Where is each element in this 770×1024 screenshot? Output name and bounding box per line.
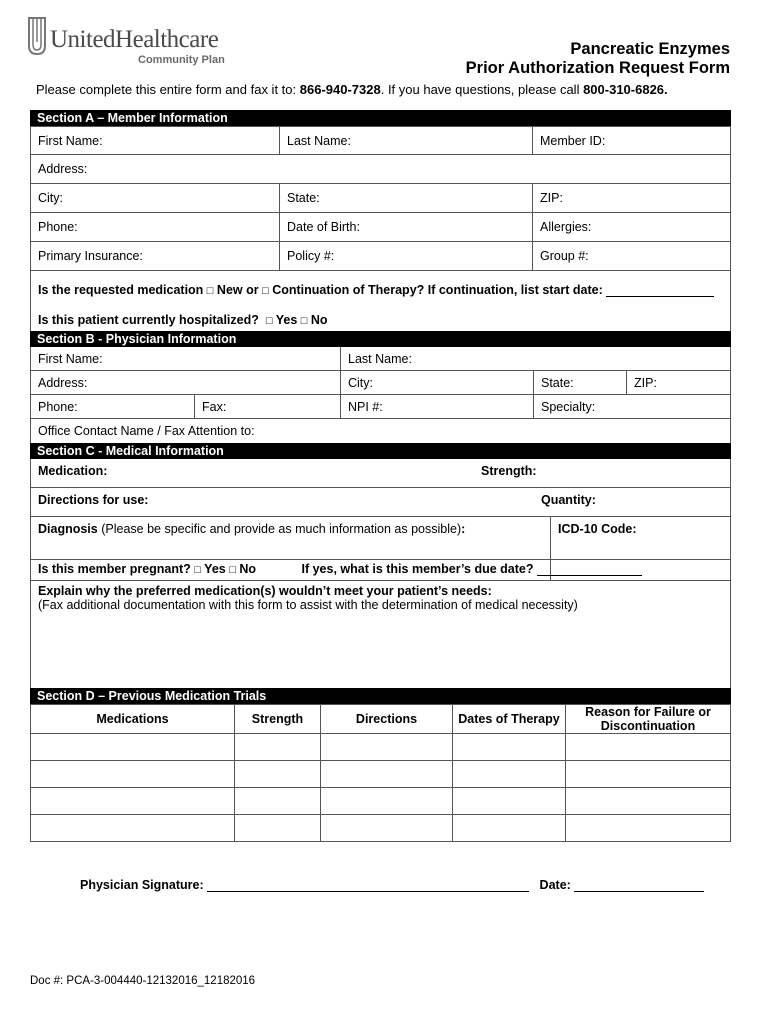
member-state-field[interactable]: [280, 184, 533, 212]
yes-label: Yes: [200, 562, 230, 576]
label: Policy #:: [287, 249, 335, 263]
physician-specialty-field[interactable]: [534, 395, 730, 418]
directions-field[interactable]: [31, 488, 534, 516]
physician-city-field[interactable]: [341, 371, 534, 394]
diagnosis-hint: (Please be specific and provide as much information as possible): [97, 522, 462, 536]
fax-number: 866-940-7328: [299, 82, 381, 97]
brand-name: UnitedHealthcare: [50, 26, 219, 53]
col-strength: Strength: [235, 705, 321, 734]
physician-phone-field[interactable]: [31, 395, 195, 418]
table-cell[interactable]: [321, 788, 453, 815]
table-cell[interactable]: [31, 815, 235, 842]
pregnancy-question: [31, 560, 551, 580]
member-last-name-field[interactable]: [280, 127, 533, 154]
pregnancy-row: [30, 560, 731, 580]
member-zip-field[interactable]: [533, 184, 730, 212]
label: ZIP:: [634, 375, 657, 390]
table-cell[interactable]: [235, 761, 321, 788]
table-cell[interactable]: [235, 734, 321, 761]
brand-subtitle: Community Plan: [138, 54, 225, 66]
yes-label: Yes: [272, 313, 301, 327]
physician-state-field[interactable]: [534, 371, 627, 394]
label: Last Name:: [287, 133, 351, 148]
label: Office Contact Name / Fax Attention to:: [38, 424, 255, 438]
col-directions: Directions: [321, 705, 453, 734]
medication-status-question: [30, 271, 731, 301]
label: Member ID:: [540, 133, 606, 148]
physician-phone-row: [30, 395, 731, 419]
physician-address-field[interactable]: [31, 371, 341, 394]
label: Quantity:: [541, 493, 596, 507]
phone-number: 800-310-6826: [583, 82, 665, 97]
label: First Name:: [38, 351, 103, 366]
intro-part-3: .: [664, 82, 668, 97]
table-cell[interactable]: [453, 734, 566, 761]
signature-date-field[interactable]: [574, 891, 704, 892]
table-cell[interactable]: [321, 761, 453, 788]
document-number: Doc #: PCA-3-004440-12132016_12182016: [30, 975, 256, 987]
physician-first-name-field[interactable]: [31, 347, 341, 370]
colon: :: [461, 522, 466, 536]
table-cell[interactable]: [31, 734, 235, 761]
physician-name-row: [30, 347, 731, 371]
member-id-field[interactable]: [533, 127, 730, 154]
unitedhealthcare-logo: [26, 16, 226, 72]
new-label: New or: [213, 283, 263, 297]
label: Diagnosis: [38, 522, 98, 536]
table-header-row: [31, 705, 731, 734]
question-text: Is this member pregnant?: [38, 562, 195, 576]
member-first-name-field[interactable]: [31, 127, 280, 154]
continuation-checkbox[interactable]: □: [262, 285, 269, 297]
explanation-note: (Fax additional documentation with this form to assist with the determination of medical necessity): [38, 598, 578, 612]
label: Directions for use:: [38, 493, 149, 507]
no-label: No: [307, 313, 328, 327]
label: Phone:: [38, 399, 78, 414]
table-cell[interactable]: [566, 761, 731, 788]
member-dob-field[interactable]: [280, 213, 533, 241]
explanation-label: Explain why the preferred medication(s) wouldn’t meet your patient’s needs:: [38, 584, 492, 598]
member-city-row: [30, 184, 731, 213]
label: ZIP:: [540, 191, 563, 205]
member-city-field[interactable]: [31, 184, 280, 212]
table-cell[interactable]: [235, 815, 321, 842]
quantity-field[interactable]: [534, 488, 730, 516]
office-contact-field[interactable]: [31, 419, 730, 443]
member-phone-field[interactable]: [31, 213, 280, 241]
table-row: [31, 815, 731, 842]
pregnant-no-checkbox[interactable]: □: [229, 564, 236, 576]
label: Medication:: [38, 464, 108, 478]
explanation-field[interactable]: [30, 580, 731, 688]
table-cell[interactable]: [31, 761, 235, 788]
section-a-heading: Section A – Member Information: [30, 110, 731, 126]
hospitalized-no-checkbox[interactable]: □: [300, 315, 308, 327]
label: Specialty:: [541, 399, 596, 414]
medication-field[interactable]: [31, 459, 474, 487]
col-dates-of-therapy: Dates of Therapy: [453, 705, 566, 734]
title-line-1: Pancreatic Enzymes: [570, 40, 730, 58]
member-address-field[interactable]: [31, 155, 730, 183]
date-label: Date:: [539, 878, 575, 892]
icd-10-field[interactable]: [551, 517, 730, 559]
label: NPI #:: [348, 399, 383, 414]
section-b-heading: Section B - Physician Information: [30, 331, 731, 347]
form-title: [466, 40, 730, 78]
physician-zip-field[interactable]: [627, 371, 730, 394]
medication-trials-table: [30, 704, 731, 842]
policy-number-field[interactable]: [280, 242, 533, 270]
section-d-heading: Section D – Previous Medication Trials: [30, 688, 731, 704]
diagnosis-field[interactable]: [31, 517, 551, 559]
medication-row: [30, 459, 731, 488]
col-medications: Medications: [31, 705, 235, 734]
label: Primary Insurance:: [38, 249, 143, 263]
table-cell[interactable]: [31, 788, 235, 815]
label: State:: [541, 375, 574, 390]
label: City:: [348, 375, 373, 390]
directions-row: [30, 488, 731, 517]
label: Address:: [38, 375, 88, 390]
member-insurance-row: [30, 242, 731, 271]
uhc-shield-icon: [26, 16, 48, 56]
new-checkbox[interactable]: □: [206, 285, 214, 297]
table-cell[interactable]: [235, 788, 321, 815]
question-text: Is this patient currently hospitalized?: [38, 313, 263, 327]
label: City:: [38, 191, 63, 205]
label: Last Name:: [348, 351, 412, 366]
label: Address:: [38, 162, 88, 176]
section-c-heading: Section C - Medical Information: [30, 443, 731, 459]
physician-npi-field[interactable]: [341, 395, 534, 418]
physician-address-row: [30, 371, 731, 395]
continuation-label: Continuation of Therapy? If continuation, list start date:: [268, 283, 607, 297]
primary-insurance-field[interactable]: [31, 242, 280, 270]
question-text: Is the requested medication: [38, 283, 207, 297]
signature-field[interactable]: [207, 891, 529, 892]
due-date-label: If yes, what is this member’s due date?: [301, 562, 537, 576]
signature-label: Physician Signature:: [80, 878, 208, 892]
table-row: [31, 788, 731, 815]
title-line-2: Prior Authorization Request Form: [465, 59, 730, 77]
label: Allergies:: [540, 220, 592, 234]
table-cell[interactable]: [566, 788, 731, 815]
table-cell[interactable]: [321, 734, 453, 761]
table-cell[interactable]: [453, 761, 566, 788]
table-cell[interactable]: [453, 815, 566, 842]
pregnant-yes-checkbox[interactable]: □: [194, 564, 201, 576]
intro-part-2: . If you have questions, please call: [380, 82, 584, 97]
office-contact-row: [30, 419, 731, 443]
table-row: [31, 734, 731, 761]
label: Date of Birth:: [287, 220, 360, 234]
no-label: No: [235, 562, 257, 576]
label: ICD-10 Code:: [558, 522, 637, 536]
table-row: [31, 761, 731, 788]
label: Fax:: [202, 399, 227, 414]
table-cell[interactable]: [321, 815, 453, 842]
physician-last-name-field[interactable]: [341, 347, 730, 370]
group-number-field[interactable]: [533, 242, 730, 270]
member-allergies-field[interactable]: [533, 213, 730, 241]
diagnosis-row: [30, 517, 731, 560]
col-reason: Reason for Failure or Discontinuation: [566, 705, 731, 734]
prior-auth-form: [30, 110, 731, 842]
label: Strength:: [481, 464, 537, 478]
start-date-field[interactable]: [606, 296, 714, 297]
label: Group #:: [540, 249, 589, 263]
intro-part-1: Please complete this entire form and fax it to:: [36, 82, 300, 97]
member-phone-row: [30, 213, 731, 242]
signature-line: [80, 878, 704, 892]
label: Phone:: [38, 220, 78, 234]
member-address-row: [30, 155, 731, 184]
table-cell[interactable]: [453, 788, 566, 815]
label: First Name:: [38, 133, 103, 148]
physician-fax-field[interactable]: [195, 395, 341, 418]
table-cell[interactable]: [566, 815, 731, 842]
hospitalized-question: [30, 301, 731, 331]
intro-text: [36, 82, 668, 97]
label: State:: [287, 191, 320, 205]
hospitalized-yes-checkbox[interactable]: □: [265, 315, 273, 327]
strength-field[interactable]: [474, 459, 730, 487]
table-cell[interactable]: [566, 734, 731, 761]
member-name-row: [30, 126, 731, 155]
